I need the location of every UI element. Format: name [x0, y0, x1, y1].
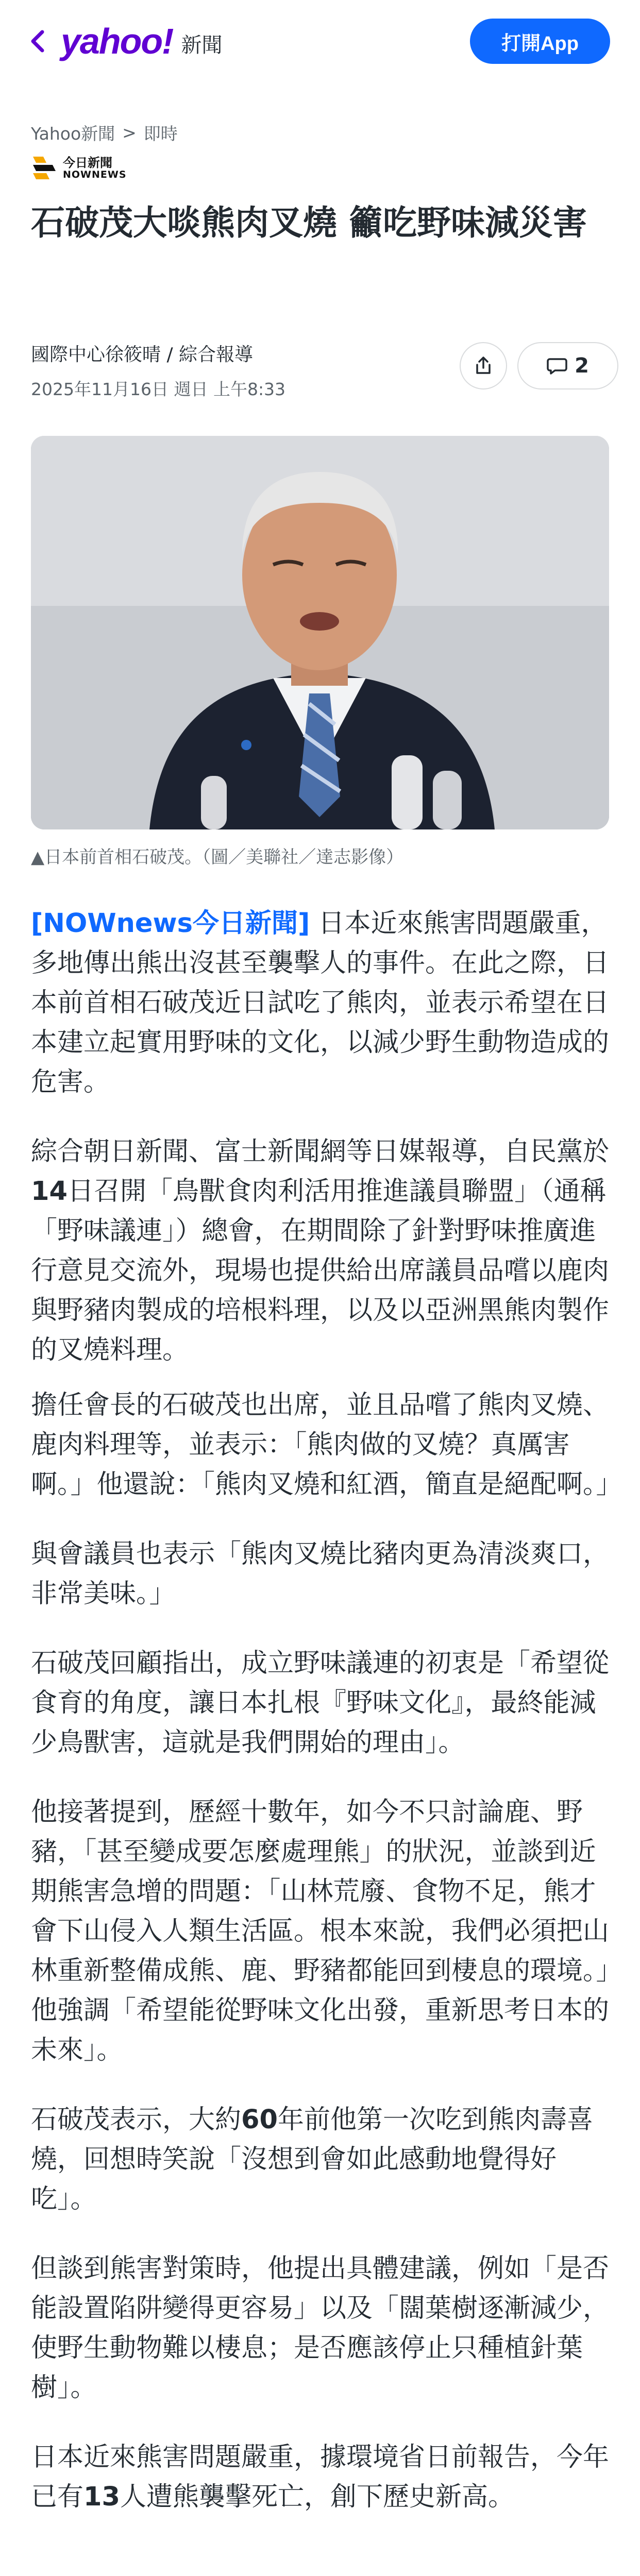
nownews-mark-icon: [31, 155, 58, 182]
article-title: 石破茂大啖熊肉叉燒 籲吃野味減災害: [31, 203, 587, 243]
paragraph-8: 但談到熊害對策時，他提出具體建議，例如「是否能設置陷阱變得更容易」以及「闊葉樹逐漸減少，使野生動物難以棲息；是否應該停止只種植針葉樹」。: [31, 2253, 610, 2403]
photo-caption: ▲日本前首相石破茂。（圖／美聯社／達志影像）: [31, 847, 404, 868]
yahoo-logo[interactable]: yahoo!: [61, 21, 173, 61]
comment-count: 2: [575, 354, 589, 378]
paragraph-6: 他接著提到，歷經十數年，如今不只討論鹿、野豬，「甚至變成要怎麼處理熊」的狀況，並談到近期熊害急增的問題：「山林荒廢、食物不足，熊才會下山侵入人類生活區。根本來說，我們必須把山林重新整備成熊、鹿、野豬都能回到棲息的環境。」他強調「希望能從野味文化出發，重新思考日本的未來」。: [31, 1797, 610, 2065]
breadcrumb-separator: >: [122, 123, 137, 143]
paragraph-7-years: 60: [241, 2105, 278, 2135]
provider-name-en: NOWNEWS: [63, 168, 127, 180]
top-navigation-bar: [0, 0, 640, 82]
open-app-button[interactable]: 打開App: [470, 19, 610, 64]
share-button[interactable]: [460, 342, 507, 389]
comment-bubble-icon: [547, 356, 567, 376]
back-button[interactable]: [23, 26, 54, 57]
news-section-label: 新聞: [181, 33, 223, 57]
provider-logo[interactable]: [31, 155, 127, 182]
paragraph-7-text-a: 石破茂表示，大約: [31, 2105, 242, 2135]
paragraph-1: [31, 904, 610, 1102]
article-date: 2025年11月16日 週日 上午8:33: [31, 379, 286, 399]
breadcrumb-section[interactable]: 即時: [143, 124, 178, 144]
share-icon: [473, 355, 494, 376]
comments-button[interactable]: [517, 342, 618, 389]
source-link[interactable]: [NOWnews今日新聞]: [31, 908, 310, 939]
paragraph-9: [31, 2437, 610, 2517]
article-byline: 國際中心徐筱晴 / 綜合報導: [31, 344, 254, 365]
article-photo[interactable]: [31, 436, 609, 829]
paragraph-9-text-b: 人遭熊襲擊死亡，創下歷史新高。: [120, 2482, 515, 2512]
provider-name-cn: 今日新聞: [63, 156, 112, 171]
ishiba-portrait-image: [31, 436, 609, 829]
paragraph-9-count: 13: [83, 2482, 120, 2512]
paragraph-2-text-b: 日召開「鳥獸食肉利活用推進議員聯盟」（通稱「野味議連」）總會，在期間除了針對野味推廣進行意見交流外，現場也提供給出席議員品嚐以鹿肉與野豬肉製成的培根料理，以及以亞洲黑熊肉製作的叉燒料理。: [31, 1176, 610, 1365]
paragraph-3: 擔任會長的石破茂也出席，並且品嚐了熊肉叉燒、鹿肉料理等，並表示：「熊肉做的叉燒？真厲害啊。」他還說：「熊肉叉燒和紅酒，簡直是絕配啊。」: [31, 1390, 622, 1500]
paragraph-5: 石破茂回顧指出，成立野味議連的初衷是「希望從食育的角度，讓日本扎根『野味文化』，最終能減少鳥獸害，這就是我們開始的理由」。: [31, 1648, 610, 1758]
breadcrumb: [31, 121, 178, 145]
article-body: [31, 904, 622, 2547]
paragraph-2-day: 14: [31, 1176, 68, 1207]
paragraph-7: [31, 2100, 610, 2219]
breadcrumb-home[interactable]: Yahoo新聞: [31, 124, 115, 144]
paragraph-9-text-a: 日本近來熊害問題嚴重，據環境省日前報告，今年已有: [31, 2442, 610, 2512]
paragraph-2-text-a: 綜合朝日新聞、富士新聞網等日媒報導，自民黨於: [31, 1137, 610, 1167]
paragraph-4: 與會議員也表示「熊肉叉燒比豬肉更為清淡爽口，非常美味。」: [31, 1539, 610, 1609]
paragraph-2: [31, 1132, 610, 1370]
chevron-left-icon: [28, 29, 48, 54]
paragraph-1-text: 日本近來熊害問題嚴重，多地傳出熊出沒甚至襲擊人的事件。在此之際，日本前首相石破茂近日試吃了熊肉，並表示希望在日本建立起實用野味的文化，以減少野生動物造成的危害。: [31, 908, 610, 1097]
paragraph-7-text-b: 年前他第一次吃到熊肉壽喜燒，回想時笑說「沒想到會如此感動地覺得好吃」。: [31, 2105, 594, 2214]
